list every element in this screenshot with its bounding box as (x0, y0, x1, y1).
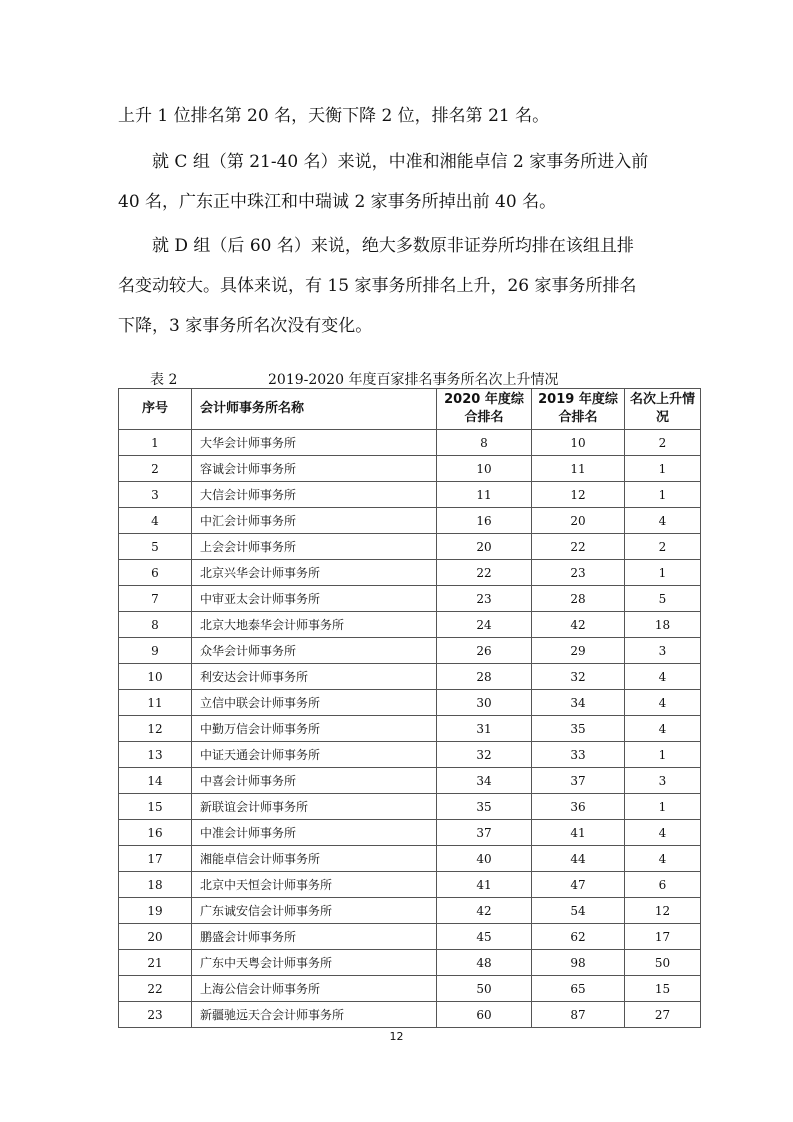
cell-firm-name: 上会会计师事务所 (192, 534, 437, 560)
cell-rank-2020: 48 (437, 950, 532, 976)
cell-firm-name: 中审亚太会计师事务所 (192, 586, 437, 612)
cell-rank-2020: 20 (437, 534, 532, 560)
cell-rank-2020: 35 (437, 794, 532, 820)
cell-rank-change: 2 (625, 534, 701, 560)
cell-rank-2020: 10 (437, 456, 532, 482)
cell-firm-name: 众华会计师事务所 (192, 638, 437, 664)
cell-rank-change: 5 (625, 586, 701, 612)
cell-rank-2019: 42 (532, 612, 625, 638)
cell-index: 13 (119, 742, 192, 768)
cell-rank-change: 1 (625, 482, 701, 508)
cell-firm-name: 立信中联会计师事务所 (192, 690, 437, 716)
cell-index: 16 (119, 820, 192, 846)
cell-rank-2019: 62 (532, 924, 625, 950)
table-row (119, 456, 701, 482)
header-rank-2020: 2020 年度综合排名 (437, 389, 532, 430)
table-row (119, 534, 701, 560)
cell-rank-2019: 12 (532, 482, 625, 508)
cell-rank-change: 4 (625, 716, 701, 742)
cell-index: 18 (119, 872, 192, 898)
header-index: 序号 (119, 389, 192, 430)
cell-rank-2019: 28 (532, 586, 625, 612)
cell-index: 17 (119, 846, 192, 872)
ranking-table (118, 388, 701, 1028)
cell-firm-name: 容诚会计师事务所 (192, 456, 437, 482)
table-body (119, 430, 701, 1028)
cell-index: 7 (119, 586, 192, 612)
table-row (119, 482, 701, 508)
page-number: 12 (389, 1030, 404, 1043)
cell-firm-name: 新疆驰远天合会计师事务所 (192, 1002, 437, 1028)
paragraph-line-1: 上升 1 位排名第 20 名，天衡下降 2 位，排名第 21 名。 (118, 106, 550, 126)
cell-index: 19 (119, 898, 192, 924)
paragraph-line-5: 名变动较大。具体来说，有 15 家事务所排名上升，26 家事务所排名 (118, 276, 637, 296)
cell-index: 6 (119, 560, 192, 586)
cell-rank-change: 4 (625, 690, 701, 716)
paragraph-line-3: 40 名，广东正中珠江和中瑞诚 2 家事务所掉出前 40 名。 (118, 192, 557, 212)
cell-index: 3 (119, 482, 192, 508)
cell-rank-2019: 41 (532, 820, 625, 846)
cell-rank-change: 4 (625, 508, 701, 534)
cell-firm-name: 北京大地泰华会计师事务所 (192, 612, 437, 638)
cell-rank-change: 1 (625, 560, 701, 586)
cell-rank-change: 4 (625, 820, 701, 846)
cell-rank-2019: 54 (532, 898, 625, 924)
cell-rank-2019: 23 (532, 560, 625, 586)
cell-rank-2019: 11 (532, 456, 625, 482)
cell-rank-2019: 10 (532, 430, 625, 456)
table-row (119, 846, 701, 872)
cell-rank-2020: 34 (437, 768, 532, 794)
cell-rank-change: 1 (625, 742, 701, 768)
cell-firm-name: 广东中天粤会计师事务所 (192, 950, 437, 976)
cell-rank-2020: 45 (437, 924, 532, 950)
table-header-row (119, 389, 701, 430)
table-row (119, 872, 701, 898)
cell-rank-change: 2 (625, 430, 701, 456)
cell-rank-change: 1 (625, 794, 701, 820)
cell-firm-name: 北京中天恒会计师事务所 (192, 872, 437, 898)
header-rank-change: 名次上升情况 (625, 389, 701, 430)
table-row (119, 768, 701, 794)
cell-index: 15 (119, 794, 192, 820)
cell-rank-change: 17 (625, 924, 701, 950)
table-row (119, 560, 701, 586)
cell-rank-2019: 87 (532, 1002, 625, 1028)
cell-rank-2020: 28 (437, 664, 532, 690)
cell-rank-2019: 47 (532, 872, 625, 898)
cell-rank-2020: 24 (437, 612, 532, 638)
paragraph-line-6: 下降，3 家事务所名次没有变化。 (118, 316, 373, 336)
cell-rank-change: 4 (625, 664, 701, 690)
cell-index: 1 (119, 430, 192, 456)
cell-index: 14 (119, 768, 192, 794)
cell-rank-2019: 34 (532, 690, 625, 716)
cell-index: 9 (119, 638, 192, 664)
table-caption (118, 369, 700, 387)
cell-firm-name: 大华会计师事务所 (192, 430, 437, 456)
table-row (119, 742, 701, 768)
cell-firm-name: 中证天通会计师事务所 (192, 742, 437, 768)
cell-rank-2020: 16 (437, 508, 532, 534)
cell-rank-change: 18 (625, 612, 701, 638)
cell-rank-change: 4 (625, 846, 701, 872)
table-row (119, 716, 701, 742)
table-row (119, 976, 701, 1002)
cell-index: 12 (119, 716, 192, 742)
cell-index: 8 (119, 612, 192, 638)
cell-rank-2020: 30 (437, 690, 532, 716)
table-row (119, 430, 701, 456)
cell-rank-2020: 23 (437, 586, 532, 612)
cell-index: 4 (119, 508, 192, 534)
header-rank-2019: 2019 年度综合排名 (532, 389, 625, 430)
cell-rank-2020: 32 (437, 742, 532, 768)
cell-firm-name: 北京兴华会计师事务所 (192, 560, 437, 586)
cell-rank-2019: 37 (532, 768, 625, 794)
cell-rank-2019: 32 (532, 664, 625, 690)
cell-index: 20 (119, 924, 192, 950)
cell-rank-2019: 35 (532, 716, 625, 742)
cell-firm-name: 鹏盛会计师事务所 (192, 924, 437, 950)
cell-rank-change: 50 (625, 950, 701, 976)
table-row (119, 898, 701, 924)
cell-rank-2019: 33 (532, 742, 625, 768)
cell-rank-2020: 31 (437, 716, 532, 742)
cell-rank-2020: 37 (437, 820, 532, 846)
paragraph-line-2: 就 C 组（第 21-40 名）来说，中准和湘能卓信 2 家事务所进入前 (118, 152, 649, 172)
cell-rank-2020: 11 (437, 482, 532, 508)
table-row (119, 794, 701, 820)
table-row (119, 950, 701, 976)
table-row (119, 612, 701, 638)
cell-rank-change: 1 (625, 456, 701, 482)
cell-rank-2019: 22 (532, 534, 625, 560)
cell-index: 2 (119, 456, 192, 482)
cell-rank-change: 15 (625, 976, 701, 1002)
cell-index: 5 (119, 534, 192, 560)
cell-rank-2020: 41 (437, 872, 532, 898)
table-row (119, 664, 701, 690)
cell-firm-name: 中准会计师事务所 (192, 820, 437, 846)
table-row (119, 690, 701, 716)
table-row (119, 820, 701, 846)
cell-firm-name: 中汇会计师事务所 (192, 508, 437, 534)
table-label: 表 2 (150, 372, 178, 388)
cell-rank-2019: 29 (532, 638, 625, 664)
cell-rank-2020: 22 (437, 560, 532, 586)
cell-rank-2020: 40 (437, 846, 532, 872)
cell-index: 22 (119, 976, 192, 1002)
cell-firm-name: 利安达会计师事务所 (192, 664, 437, 690)
cell-rank-change: 3 (625, 768, 701, 794)
table-row (119, 924, 701, 950)
cell-firm-name: 中喜会计师事务所 (192, 768, 437, 794)
cell-firm-name: 新联谊会计师事务所 (192, 794, 437, 820)
cell-firm-name: 中勤万信会计师事务所 (192, 716, 437, 742)
cell-rank-change: 12 (625, 898, 701, 924)
table-row (119, 638, 701, 664)
cell-rank-2019: 36 (532, 794, 625, 820)
table-row (119, 1002, 701, 1028)
cell-firm-name: 上海公信会计师事务所 (192, 976, 437, 1002)
cell-rank-2020: 42 (437, 898, 532, 924)
cell-firm-name: 广东诚安信会计师事务所 (192, 898, 437, 924)
cell-index: 11 (119, 690, 192, 716)
cell-rank-2020: 26 (437, 638, 532, 664)
table-row (119, 508, 701, 534)
cell-rank-change: 27 (625, 1002, 701, 1028)
cell-rank-2020: 8 (437, 430, 532, 456)
cell-rank-2020: 50 (437, 976, 532, 1002)
cell-rank-2019: 98 (532, 950, 625, 976)
cell-index: 23 (119, 1002, 192, 1028)
header-firm-name: 会计师事务所名称 (192, 389, 437, 430)
table-row (119, 586, 701, 612)
cell-firm-name: 大信会计师事务所 (192, 482, 437, 508)
paragraph-line-4: 就 D 组（后 60 名）来说，绝大多数原非证券所均排在该组且排 (118, 236, 634, 256)
cell-rank-2020: 60 (437, 1002, 532, 1028)
cell-rank-change: 3 (625, 638, 701, 664)
table-title: 2019-2020 年度百家排名事务所名次上升情况 (268, 372, 559, 388)
cell-rank-change: 6 (625, 872, 701, 898)
cell-rank-2019: 20 (532, 508, 625, 534)
cell-rank-2019: 44 (532, 846, 625, 872)
cell-index: 21 (119, 950, 192, 976)
cell-rank-2019: 65 (532, 976, 625, 1002)
cell-index: 10 (119, 664, 192, 690)
cell-firm-name: 湘能卓信会计师事务所 (192, 846, 437, 872)
